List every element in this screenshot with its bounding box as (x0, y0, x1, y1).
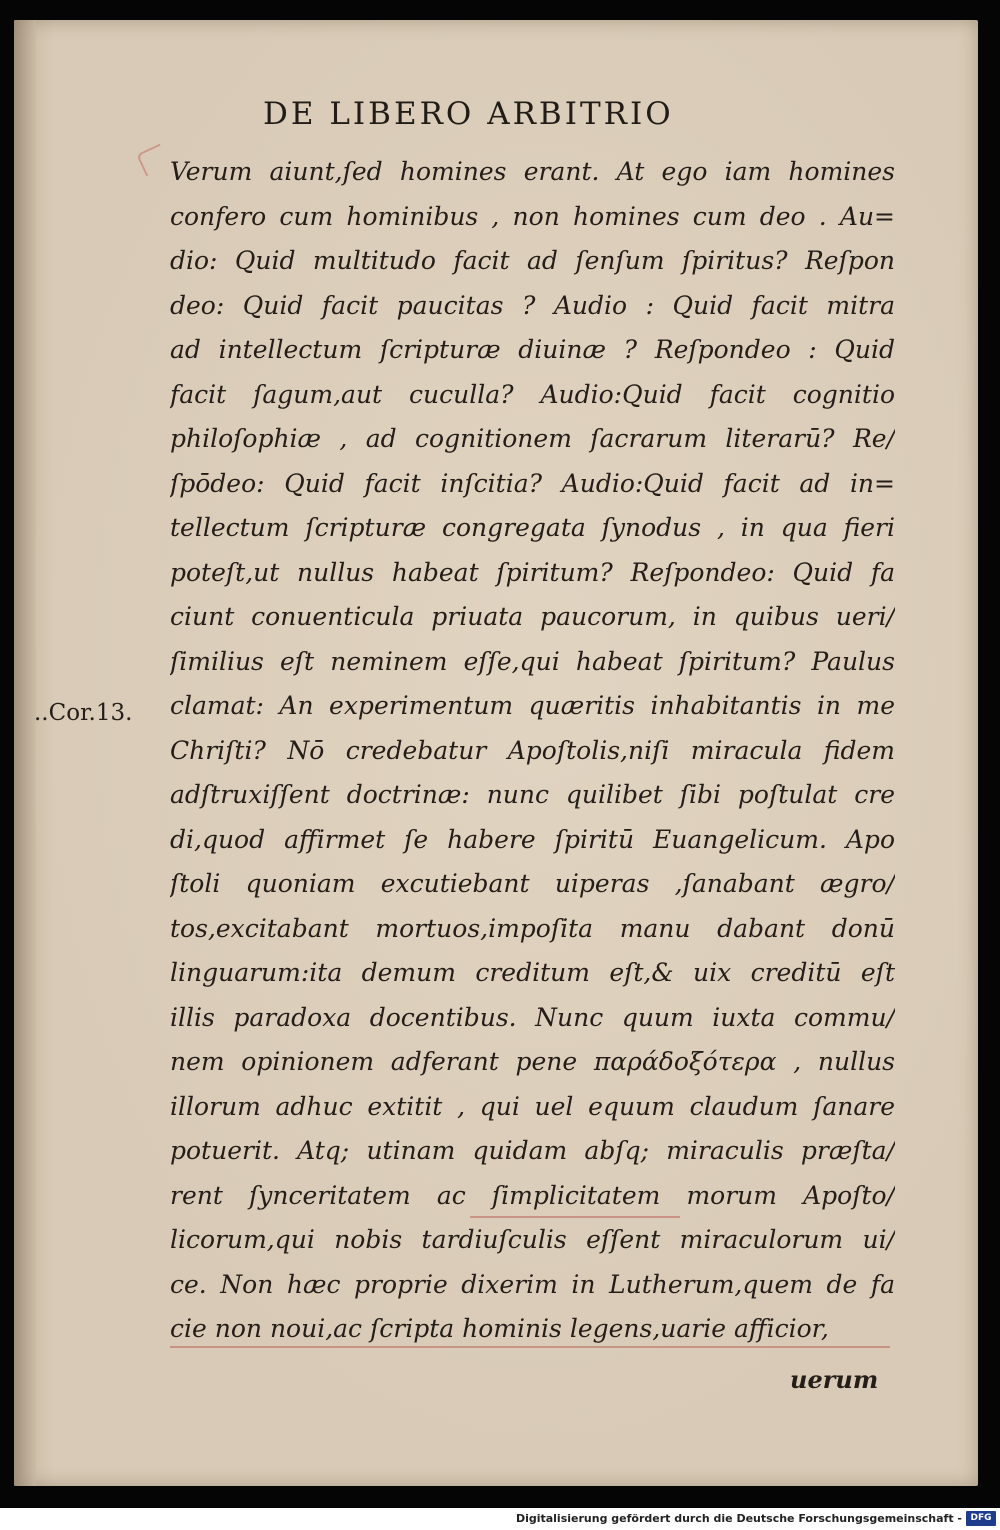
text-line: illorum adhuc extitit , qui uel equum claudum ſanare (170, 1091, 895, 1121)
text-line: adſtruxiſſent doctrinæ: nunc quilibet ſibi poſtulat cre (170, 780, 895, 809)
text-line: licorum,qui nobis tardiuſculis eſſent miraculorum ui/ (170, 1225, 895, 1254)
text-line: tellectum ſcripturæ congregata ſynodus , in qua fieri (170, 513, 895, 542)
text-line: illis paradoxa docentibus. Nunc quum iuxta commu/ (170, 1002, 895, 1032)
text-line: Chriſti? Nō credebatur Apoſtolis,niſi miracula fidem (170, 735, 895, 765)
text-line: nem opinionem adferant pene παράδοξότερα , nullus (170, 1047, 895, 1076)
underline-mark (470, 1216, 680, 1218)
text-line: Verum aiunt,ſed homines erant. At ego iam homines (170, 157, 895, 186)
text-line: cie non noui,ac ſcripta hominis legens,uarie afficior, (170, 1314, 829, 1343)
text-line: confero cum hominibus , non homines cum deo . Au= (170, 201, 895, 231)
text-line: rent ſynceritatem ac ſimplicitatem morum Apoſto/ (170, 1180, 895, 1210)
text-line: ſtoli quoniam excutiebant uiperas ,ſanabant ægro/ (170, 869, 895, 898)
text-line: ciunt conuenticula priuata paucorum, in quibus ueri/ (170, 602, 895, 631)
catchword: uerum (790, 1365, 879, 1394)
text-line: ſpōdeo: Quid facit inſcitia? Audio:Quid facit ad in= (170, 468, 895, 498)
binding-edge (14, 20, 36, 1486)
text-block (170, 150, 895, 1352)
text-line: ce. Non hæc proprie dixerim in Lutherum,quem de fa (170, 1269, 895, 1299)
text-line: ad intellectum ſcripturæ diuinæ ? Reſpondeo : Quid (170, 335, 895, 364)
text-line: linguarum:ita demum creditum eſt,& uix creditū eſt (170, 958, 895, 987)
text-line: potuerit. Atq; utinam quidam abſq; miraculis præſta/ (170, 1136, 895, 1165)
text-line: dio: Quid multitudo facit ad ſenſum ſpiritus? Reſpon (170, 246, 895, 275)
text-line: clamat: An experimentum quæritis inhabitantis in me (170, 691, 895, 720)
footer-bar (0, 1508, 1000, 1530)
text-line: ſimilius eſt neminem eſſe,qui habeat ſpiritum? Paulus (170, 646, 895, 676)
text-line: tos,excitabant mortuos,impoſita manu dabant donū (170, 913, 895, 943)
text-line: facit ſagum,aut cuculla? Audio:Quid facit cognitio (170, 379, 895, 409)
text-line: deo: Quid facit paucitas ? Audio : Quid facit mitra (170, 290, 895, 320)
footer-credit-text: Digitalisierung gefördert durch die Deutsche Forschungsgemeinschaft - (515, 1512, 962, 1525)
running-head: DE LIBERO ARBITRIO (263, 96, 674, 132)
text-line: di,quod affirmet ſe habere ſpiritū Euangelicum. Apo (170, 824, 895, 854)
underline-mark (170, 1346, 890, 1348)
dfg-logo: DFG (966, 1511, 996, 1526)
margin-note: ..Cor.13. (34, 700, 133, 726)
text-line: poteſt,ut nullus habeat ſpiritum? Reſpondeo: Quid fa (170, 557, 895, 587)
text-line: philoſophiæ , ad cognitionem ſacrarum literarū? Re/ (170, 424, 895, 453)
